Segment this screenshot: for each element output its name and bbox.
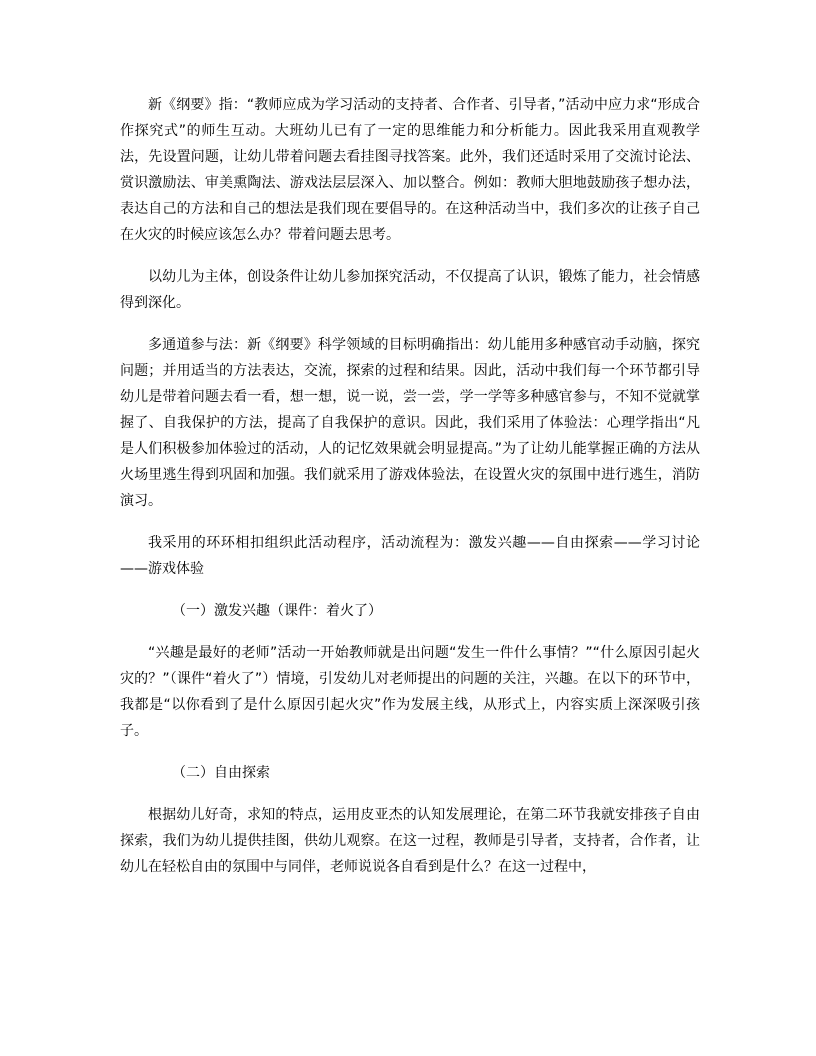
paragraph-child-centered: 以幼儿为主体，创设条件让幼儿参加探究活动，不仅提高了认识，锻炼了能力，社会情感得到深化。: [120, 269, 700, 311]
paragraph-outline-guidance: 新《纲要》指：“教师应成为学习活动的支持者、合作者、引导者，”活动中应力求“形成合作探究式”的师生互动。大班幼儿已有了一定的思维能力和分析能力。因此我采用直观教学法，先设置问题，让幼儿带着问题去看挂图寻找答案。此外，我们还适时采用了交流讨论法、赏识激励法、审美熏陶法、游戏法层层深入、加以整合。例如：教师大胆地鼓励孩子想办法，表达自己的方法和自己的想法是我们现在要倡导的。在这种活动当中，我们多次的让孩子自己在火灾的时候应该怎么办？带着问题去思考。: [120, 97, 700, 243]
section-heading-exploration: （二）自由探索: [172, 765, 270, 781]
paragraph-multichannel-method: 多通道参与法：新《纲要》科学领域的目标明确指出：幼儿能用多种感官动手动脑，探究问题；并用适当的方法表达，交流，探索的过程和结果。因此，活动中我们每一个环节都引导幼儿是带着问题去看一看，想一想，说一说，尝一尝，学一学等多种感官参与，不知不觉就掌握了、自我保护的方法，提高了自我保护的意识。因此，我们采用了体验法：心理学指出“凡是人们积极参加体验过的活动，人的记忆效果就会明显提高。”为了让幼儿能掌握正确的方法从火场里逃生得到巩固和加强。我们就采用了游戏体验法，在设置火灾的氛围中进行逃生，消防演习。: [120, 337, 700, 509]
paragraph-activity-flow: 我采用的环环相扣组织此活动程序，活动流程为：激发兴趣——自由探索——学习讨论——游戏体验: [120, 535, 700, 577]
document-body: [120, 92, 700, 896]
paragraph-exploration: 根据幼儿好奇，求知的特点，运用皮亚杰的认知发展理论，在第二环节我就安排孩子自由探索，我们为幼儿提供挂图，供幼儿观察。在这一过程，教师是引导者，支持者，合作者，让幼儿在轻松自由的氛围中与同伴，老师说说各自看到是什么？在这一过程中，: [120, 807, 700, 875]
paragraph-interest: “兴趣是最好的老师”活动一开始教师就是出问题“发生一件什么事情？”“什么原因引起火灾的？”（课件“着火了”）情境，引发幼儿对老师提出的问题的关注，兴趣。在以下的环节中，我都是“以你看到了是什么原因引起火灾”作为发展主线，从形式上，内容实质上深深吸引孩子。: [120, 645, 700, 739]
section-heading-interest: （一）激发兴趣（课件：着火了）: [172, 603, 382, 619]
